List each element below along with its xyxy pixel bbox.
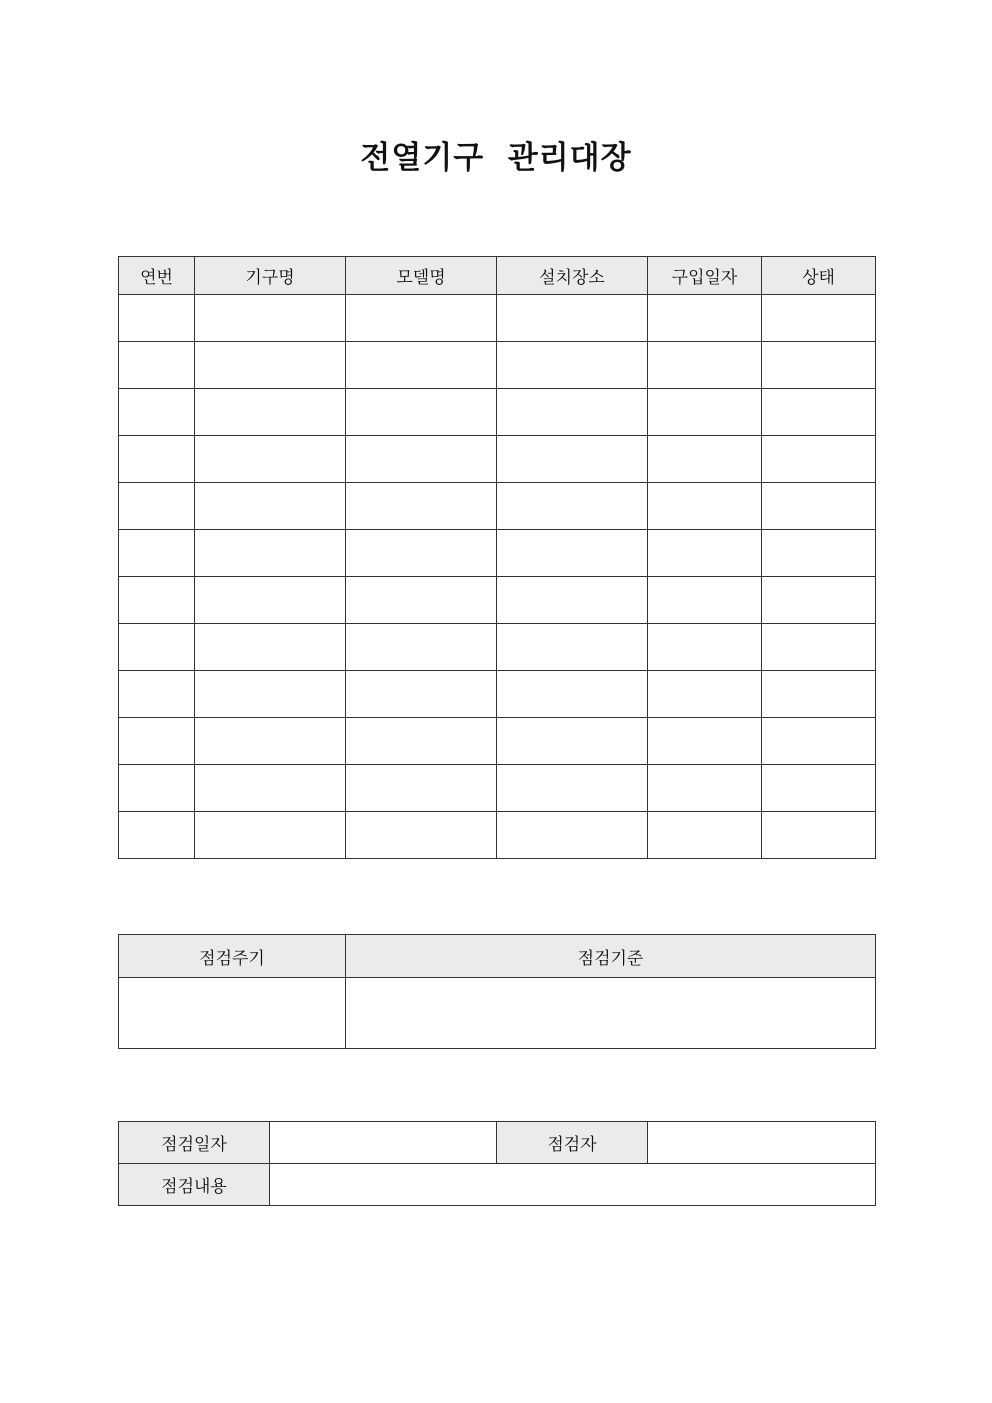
serial-number-cell[interactable]: [119, 812, 195, 859]
install-location-cell[interactable]: [497, 530, 648, 577]
model-name-cell[interactable]: [346, 530, 497, 577]
install-location-cell[interactable]: [497, 295, 648, 342]
serial-number-cell[interactable]: [119, 436, 195, 483]
inspection-content-cell[interactable]: [270, 1164, 876, 1206]
device-name-cell[interactable]: [195, 812, 346, 859]
header-status: 상태: [762, 257, 876, 295]
serial-number-cell[interactable]: [119, 765, 195, 812]
purchase-date-cell[interactable]: [648, 624, 762, 671]
table-row: [119, 765, 876, 812]
serial-number-cell[interactable]: [119, 718, 195, 765]
status-cell[interactable]: [762, 530, 876, 577]
status-cell[interactable]: [762, 577, 876, 624]
status-cell[interactable]: [762, 483, 876, 530]
purchase-date-cell[interactable]: [648, 765, 762, 812]
model-name-cell[interactable]: [346, 342, 497, 389]
status-cell[interactable]: [762, 342, 876, 389]
header-device-name: 기구명: [195, 257, 346, 295]
device-name-cell[interactable]: [195, 530, 346, 577]
table-row: [119, 718, 876, 765]
header-install-location: 설치장소: [497, 257, 648, 295]
model-name-cell[interactable]: [346, 483, 497, 530]
install-location-cell[interactable]: [497, 812, 648, 859]
status-cell[interactable]: [762, 295, 876, 342]
purchase-date-cell[interactable]: [648, 577, 762, 624]
model-name-cell[interactable]: [346, 577, 497, 624]
criteria-header-row: [119, 935, 876, 978]
install-location-cell[interactable]: [497, 671, 648, 718]
model-name-cell[interactable]: [346, 436, 497, 483]
header-inspection-cycle: 점검주기: [119, 935, 346, 978]
table-row: [119, 812, 876, 859]
inspector-label: 점검자: [497, 1122, 648, 1164]
ledger-body: [119, 295, 876, 859]
model-name-cell[interactable]: [346, 671, 497, 718]
device-name-cell[interactable]: [195, 483, 346, 530]
inspection-date-label: 점검일자: [119, 1122, 270, 1164]
inspection-content-label: 점검내용: [119, 1164, 270, 1206]
status-cell[interactable]: [762, 671, 876, 718]
install-location-cell[interactable]: [497, 624, 648, 671]
purchase-date-cell[interactable]: [648, 483, 762, 530]
serial-number-cell[interactable]: [119, 671, 195, 718]
status-cell[interactable]: [762, 765, 876, 812]
inspection-criteria-table: [118, 934, 876, 1049]
status-cell[interactable]: [762, 624, 876, 671]
serial-number-cell[interactable]: [119, 577, 195, 624]
purchase-date-cell[interactable]: [648, 812, 762, 859]
purchase-date-cell[interactable]: [648, 295, 762, 342]
table-row: [119, 483, 876, 530]
device-name-cell[interactable]: [195, 577, 346, 624]
inspection-date-cell[interactable]: [270, 1122, 497, 1164]
purchase-date-cell[interactable]: [648, 718, 762, 765]
device-name-cell[interactable]: [195, 671, 346, 718]
install-location-cell[interactable]: [497, 718, 648, 765]
equipment-ledger-table: [118, 256, 876, 859]
serial-number-cell[interactable]: [119, 389, 195, 436]
device-name-cell[interactable]: [195, 342, 346, 389]
status-cell[interactable]: [762, 718, 876, 765]
inspection-record-table: [118, 1121, 876, 1206]
install-location-cell[interactable]: [497, 483, 648, 530]
table-row: [119, 295, 876, 342]
model-name-cell[interactable]: [346, 812, 497, 859]
inspector-cell[interactable]: [648, 1122, 876, 1164]
device-name-cell[interactable]: [195, 436, 346, 483]
header-model-name: 모델명: [346, 257, 497, 295]
purchase-date-cell[interactable]: [648, 530, 762, 577]
table-row: [119, 530, 876, 577]
table-row: [119, 342, 876, 389]
status-cell[interactable]: [762, 389, 876, 436]
device-name-cell[interactable]: [195, 389, 346, 436]
serial-number-cell[interactable]: [119, 295, 195, 342]
page-title: 전열기구 관리대장: [360, 140, 632, 176]
inspection-cycle-cell[interactable]: [119, 978, 346, 1049]
header-serial-number: 연번: [119, 257, 195, 295]
serial-number-cell[interactable]: [119, 530, 195, 577]
table-row: [119, 577, 876, 624]
purchase-date-cell[interactable]: [648, 389, 762, 436]
serial-number-cell[interactable]: [119, 483, 195, 530]
model-name-cell[interactable]: [346, 389, 497, 436]
device-name-cell[interactable]: [195, 718, 346, 765]
status-cell[interactable]: [762, 812, 876, 859]
model-name-cell[interactable]: [346, 295, 497, 342]
status-cell[interactable]: [762, 436, 876, 483]
inspection-standard-cell[interactable]: [346, 978, 876, 1049]
header-inspection-standard: 점검기준: [346, 935, 876, 978]
record-row-date: [119, 1122, 876, 1164]
table-row: [119, 671, 876, 718]
device-name-cell[interactable]: [195, 295, 346, 342]
serial-number-cell[interactable]: [119, 624, 195, 671]
purchase-date-cell[interactable]: [648, 342, 762, 389]
device-name-cell[interactable]: [195, 624, 346, 671]
criteria-entry-row: [119, 978, 876, 1049]
table-row: [119, 436, 876, 483]
record-row-content: [119, 1164, 876, 1206]
install-location-cell[interactable]: [497, 436, 648, 483]
purchase-date-cell[interactable]: [648, 671, 762, 718]
purchase-date-cell[interactable]: [648, 436, 762, 483]
install-location-cell[interactable]: [497, 577, 648, 624]
model-name-cell[interactable]: [346, 624, 497, 671]
table-row: [119, 624, 876, 671]
serial-number-cell[interactable]: [119, 342, 195, 389]
table-row: [119, 389, 876, 436]
ledger-header-row: [119, 257, 876, 295]
device-name-cell[interactable]: [195, 765, 346, 812]
header-purchase-date: 구입일자: [648, 257, 762, 295]
install-location-cell[interactable]: [497, 342, 648, 389]
model-name-cell[interactable]: [346, 718, 497, 765]
install-location-cell[interactable]: [497, 389, 648, 436]
install-location-cell[interactable]: [497, 765, 648, 812]
model-name-cell[interactable]: [346, 765, 497, 812]
